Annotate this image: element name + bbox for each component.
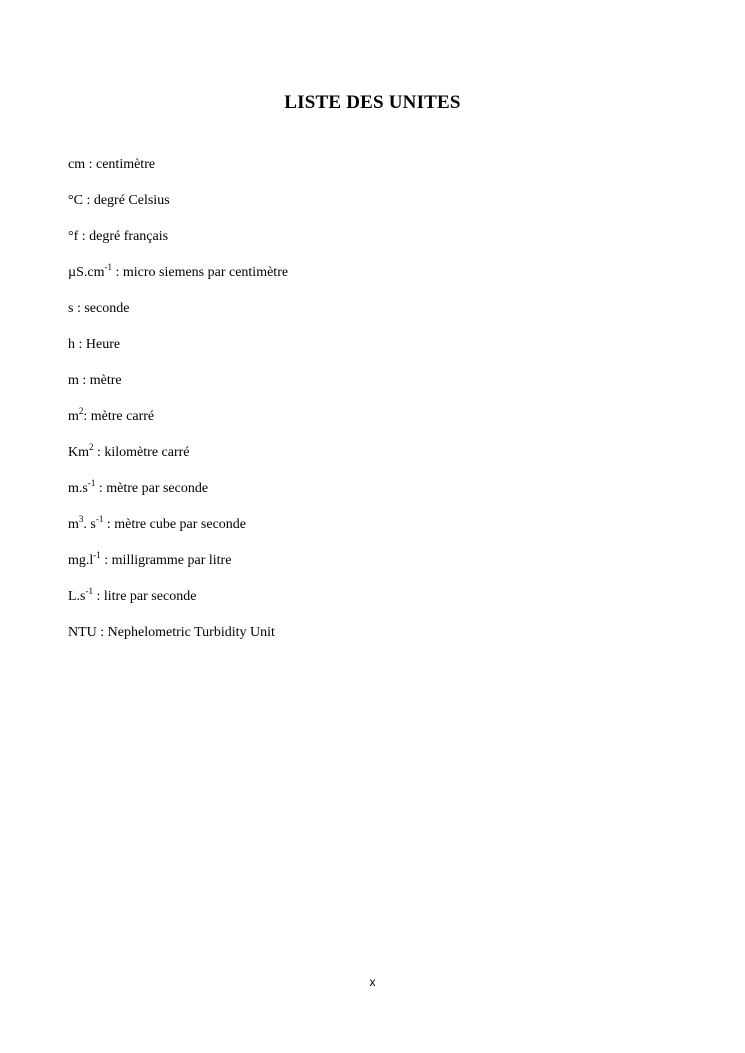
unit-row: [68, 588, 288, 624]
unit-row: [68, 444, 288, 480]
unit-definition: mètre: [89, 373, 122, 388]
unit-exponent: -1: [93, 550, 101, 560]
unit-row: [68, 624, 288, 660]
unit-symbol: °f: [68, 229, 79, 244]
unit-list: [68, 156, 288, 660]
unit-definition: micro siemens par centimètre: [122, 265, 289, 280]
unit-row: [68, 372, 288, 408]
unit-separator: :: [95, 481, 107, 496]
unit-separator: :: [111, 265, 123, 280]
unit-row: [68, 516, 288, 552]
unit-definition: Heure: [85, 337, 121, 352]
unit-row: [68, 192, 288, 228]
unit-symbol: µS.cm: [68, 265, 105, 280]
unit-exponent: 3: [78, 514, 84, 524]
unit-definition: centimètre: [96, 157, 156, 172]
unit-definition: degré Celsius: [93, 193, 170, 208]
unit-row: [68, 156, 288, 192]
unit-exponent: 2: [89, 442, 94, 452]
unit-definition: litre par seconde: [103, 589, 197, 604]
unit-definition: mètre par seconde: [106, 481, 209, 496]
unit-symbol: m: [68, 373, 79, 388]
unit-row: [68, 228, 288, 264]
unit-row: [68, 480, 288, 516]
unit-row: [68, 300, 288, 336]
page-number: x: [369, 975, 376, 989]
unit-symbol: L.s: [68, 589, 86, 604]
unit-row: [68, 336, 288, 372]
unit-definition: mètre cube par seconde: [114, 517, 246, 532]
unit-definition: mètre carré: [90, 409, 155, 424]
unit-symbol: NTU: [68, 625, 97, 640]
unit-exponent: -1: [85, 586, 93, 596]
unit-symbol: s: [68, 301, 74, 316]
unit-definition: milligramme par litre: [111, 553, 232, 568]
unit-definition: Nephelometric Turbidity Unit: [107, 625, 275, 640]
unit-exponent: -1: [104, 262, 112, 272]
unit-separator: :: [93, 589, 104, 604]
unit-symbol: cm: [68, 157, 86, 172]
unit-separator: :: [85, 157, 96, 172]
unit-separator: :: [103, 517, 115, 532]
unit-symbol: m: [68, 409, 79, 424]
unit-definition: degré français: [89, 229, 169, 244]
unit-row: [68, 552, 288, 588]
unit-separator: :: [73, 301, 85, 316]
unit-symbol: °C: [68, 193, 83, 208]
unit-symbol: m: [68, 517, 79, 532]
unit-separator: :: [78, 373, 90, 388]
unit-row: [68, 408, 288, 444]
unit-symbol-tail: . s: [83, 517, 96, 532]
unit-separator: :: [78, 229, 90, 244]
unit-tail-exponent: -1: [95, 514, 104, 524]
unit-exponent: -1: [87, 478, 96, 488]
unit-symbol: m.s: [68, 481, 88, 496]
unit-separator: :: [82, 193, 94, 208]
unit-separator: :: [96, 625, 108, 640]
unit-separator: :: [100, 553, 112, 568]
unit-definition: seconde: [84, 301, 130, 316]
unit-exponent: 2: [78, 406, 84, 416]
unit-row: [68, 264, 288, 300]
unit-symbol: h: [68, 337, 75, 352]
page-title: LISTE DES UNITES: [284, 92, 461, 113]
unit-separator: :: [83, 409, 91, 424]
unit-symbol: mg.l: [68, 553, 94, 568]
unit-separator: :: [75, 337, 86, 352]
unit-definition: kilomètre carré: [104, 445, 190, 460]
unit-separator: :: [93, 445, 105, 460]
unit-symbol: Km: [68, 445, 89, 460]
